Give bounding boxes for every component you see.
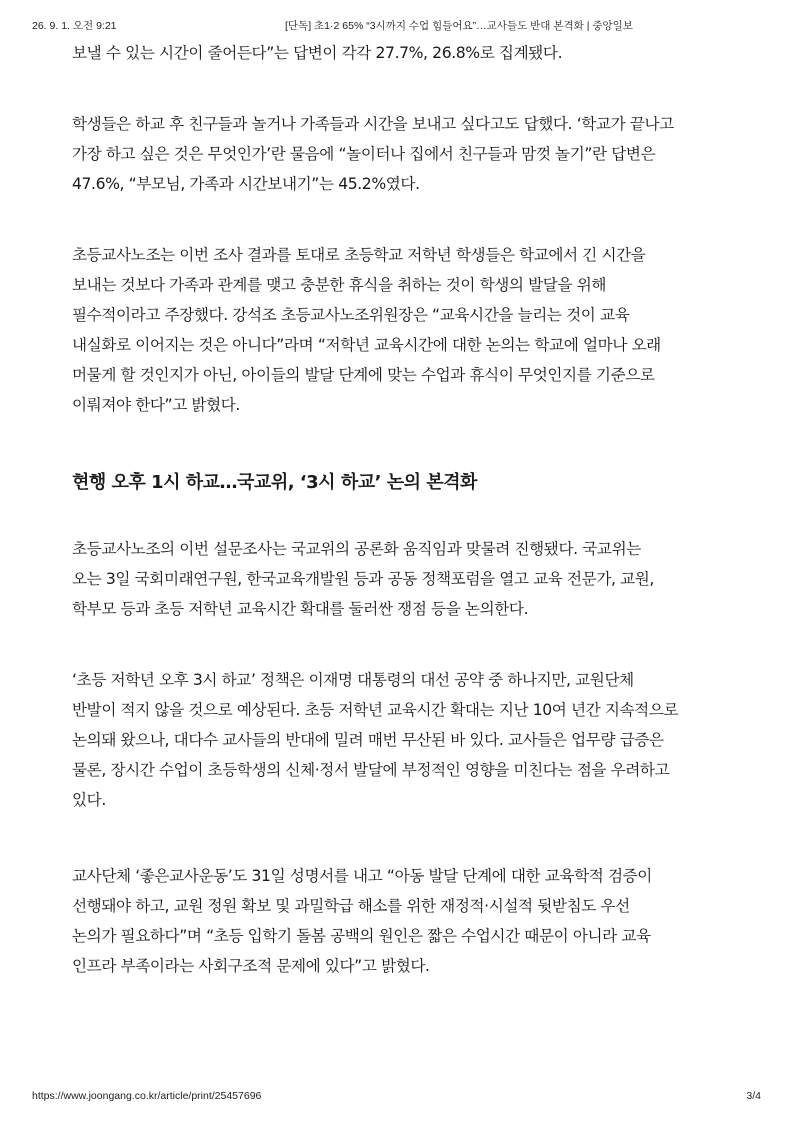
- paragraph-line: 있다.: [72, 791, 106, 809]
- paragraph-line: 반발이 적지 않을 것으로 예상된다. 초등 저학년 교육시간 확대는 지난 10여 년간 지속적으로: [72, 701, 679, 719]
- paragraph-line: 초등교사노조의 이번 설문조사는 국교위의 공론화 움직임과 맞물려 진행됐다. 국교위는: [72, 540, 641, 558]
- paragraph-line: 내실화로 이어지는 것은 아니다”라며 “저학년 교육시간에 대한 논의는 학교에 얼마나 오래: [72, 336, 661, 354]
- print-page-title: [단독] 초1·2 65% “3시까지 수업 힘들어요”…교사들도 반대 본격화 | 중앙일보: [285, 20, 633, 32]
- print-header: [32, 18, 761, 34]
- paragraph-line: 인프라 부족이라는 사회구조적 문제에 있다”고 밝혔다.: [72, 957, 430, 975]
- paragraph-line: 필수적이라고 주장했다. 강석조 초등교사노조위원장은 “교육시간을 늘리는 것이 교육: [72, 306, 630, 324]
- paragraph-line: 물론, 장시간 수업이 초등학생의 신체·정서 발달에 부정적인 영향을 미친다는 점을 우려하고: [72, 761, 670, 779]
- print-url: https://www.joongang.co.kr/article/print/25457696: [32, 1090, 262, 1102]
- paragraph-line: 가장 하고 싶은 것은 무엇인가’란 물음에 “놀이터나 집에서 친구들과 맘껏 놀기”란 답변은: [72, 145, 656, 163]
- paragraph-line: 머물게 할 것인지가 아닌, 아이들의 발달 단계에 맞는 수업과 휴식이 무엇인지를 기준으로: [72, 366, 655, 384]
- paragraph-line: 초등교사노조는 이번 조사 결과를 토대로 초등학교 저학년 학생들은 학교에서 긴 시간을: [72, 246, 646, 264]
- article-paragraph: [72, 534, 654, 624]
- paragraph-line: 논의돼 왔으나, 대다수 교사들의 반대에 밀려 매번 무산된 바 있다. 교사들은 업무량 급증은: [72, 731, 664, 749]
- paragraph-line: 보내는 것보다 가족과 관계를 맺고 충분한 휴식을 취하는 것이 학생의 발달을 위해: [72, 276, 607, 294]
- article-paragraph: [72, 109, 674, 199]
- paragraph-line: 오는 3일 국회미래연구원, 한국교육개발원 등과 공동 정책포럼을 열고 교육 전문가, 교원,: [72, 570, 654, 588]
- paragraph-line: 논의가 필요하다”며 “초등 입학기 돌봄 공백의 원인은 짧은 수업시간 때문이 아니라 교육: [72, 927, 651, 945]
- article-paragraph: [72, 240, 661, 420]
- paragraph-line: ‘초등 저학년 오후 3시 하교’ 정책은 이재명 대통령의 대선 공약 중 하나지만, 교원단체: [72, 671, 634, 689]
- article-paragraph: [72, 38, 562, 68]
- paragraph-line: 교사단체 ‘좋은교사운동’도 31일 성명서를 내고 “아동 발달 단계에 대한 교육학적 검증이: [72, 867, 652, 885]
- article-paragraph: [72, 665, 678, 815]
- page-number: 3/4: [746, 1090, 761, 1102]
- print-footer: [32, 1090, 761, 1106]
- paragraph-line: 선행돼야 하고, 교원 정원 확보 및 과밀학급 해소를 위한 재정적·시설적 뒷받침도 우선: [72, 897, 630, 915]
- paragraph-line: 47.6%, “부모님, 가족과 시간보내기”는 45.2%였다.: [72, 175, 420, 193]
- paragraph-line: 학부모 등과 초등 저학년 교육시간 확대를 둘러싼 쟁점 등을 논의한다.: [72, 600, 529, 618]
- paragraph-line: 보낼 수 있는 시간이 줄어든다”는 답변이 각각 27.7%, 26.8%로 집계됐다.: [72, 44, 563, 62]
- article-paragraph: [72, 861, 652, 981]
- paragraph-line: 학생들은 하교 후 친구들과 놀거나 가족들과 시간을 보내고 싶다고도 답했다. ‘학교가 끝나고: [72, 115, 674, 133]
- paragraph-line: 이뤄져야 한다”고 밝혔다.: [72, 396, 240, 414]
- print-date: 26. 9. 1. 오전 9:21: [32, 20, 117, 32]
- section-subheading: 현행 오후 1시 하교…국교위, ‘3시 하교’ 논의 본격화: [72, 472, 477, 493]
